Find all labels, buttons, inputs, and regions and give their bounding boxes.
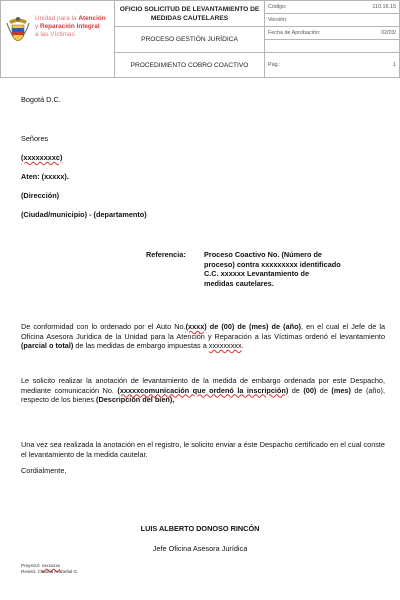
fecha-cell: Fecha de Aprobación: 02/03/ [265,27,400,40]
reviewed-by: Revisó: Claudia Arabellal G. [21,569,79,574]
blank-meta-cell [265,40,400,53]
logo-wordmark: Unidad para la Atención y Reparación Integral a las Víctimas [35,15,106,39]
signer-name: LUIS ALBERTO DONOSO RINCÓN [140,524,260,533]
pag-cell: Pág.: 1 [265,53,400,78]
unidad-victimas-logo [5,11,113,61]
addressee-city: (Ciudad/municipio) - (departamento) [21,210,147,219]
addressee-senores: Señores [21,134,49,143]
colombia-seal-icon [5,14,31,44]
addressee-address: (Dirección) [21,191,60,200]
city-line: Bogotá D.C. [21,95,61,104]
reference-label: Referencia: [146,250,186,259]
document-header [0,0,400,78]
codigo-cell: Código: 110.16.15 [265,1,400,14]
addressee-name: (xxxxxxxxc) [21,153,63,162]
projected-by: Proyectó: xxxxxxxx [21,563,61,568]
version-cell: Versión: [265,14,400,27]
process-title: PROCESO GESTIÓN JURÍDICA [115,27,265,53]
paragraph-3: Una vez sea realizada la anotación en el registro, le solicito enviar a éste Despacho certificado en el cual conste el levantamiento de la medida cautelar. [21,440,385,459]
closing: Cordialmente, [21,466,67,475]
document-title: OFICIO SOLICITUD DE LEVANTAMIENTO DE MEDIDAS CAUTELARES [115,1,265,27]
paragraph-1: De conformidad con lo ordenado por el Auto No.(xxxx) de (00) de (mes) de (año), en el cual el Jefe de la Oficina Asesora Jurídica de la Unidad para la Atención y Reparación a las Víctimas ordenó el levantamiento (parcial o total) de las medidas de embargo impuestas a xxxxxxxxx. [21,322,386,351]
signer-title: Jefe Oficina Asesora Jurídica [152,544,248,553]
paragraph-2: Le solicito realizar la anotación de levantamiento de la medida de embargo ordenada por este Despacho, mediante comunicación No. (xxxxxcomunicación que ordenó la inscripción) de (00) de (mes) de (año), respecto de los bienes (Descripción del bien), [21,376,386,405]
reference-text: Proceso Coactivo No. (Número de proceso) contra xxxxxxxxx identificado C.C. xxxxxx Levantamiento de medidas cautelares. [204,250,341,288]
logo-cell [1,1,115,78]
addressee-attention: Aten: (xxxxx). [21,172,69,181]
procedure-title: PROCEDIMIENTO COBRO COACTIVO [115,53,265,78]
